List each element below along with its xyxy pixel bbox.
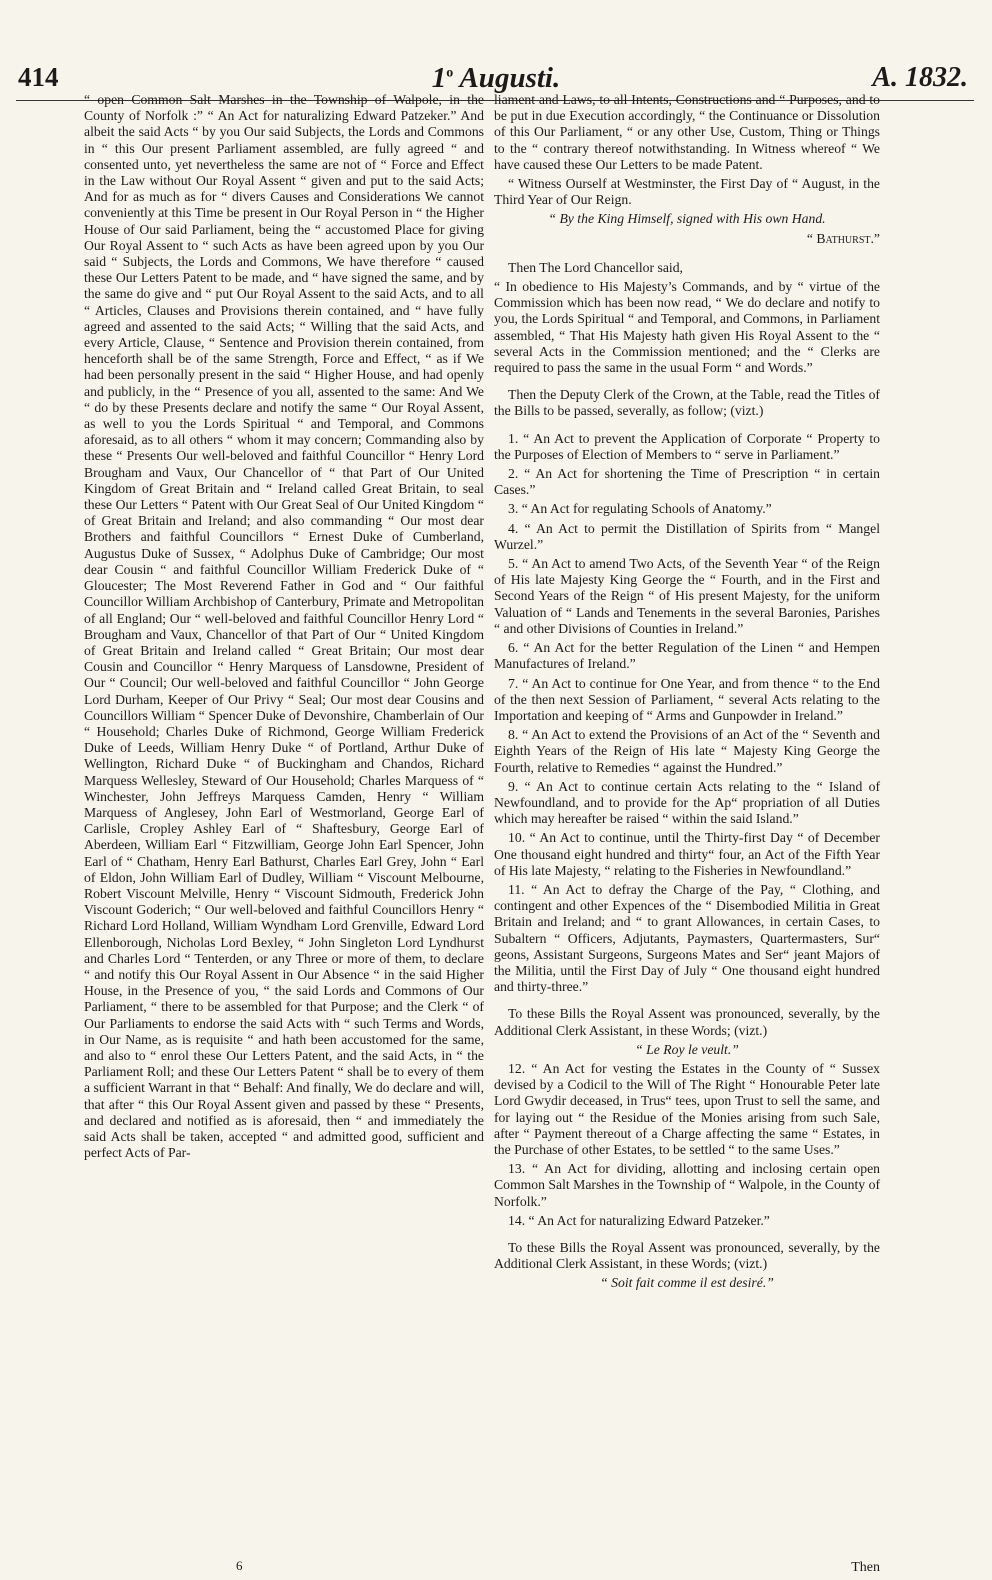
page-year: A. 1832. — [872, 62, 968, 93]
witness-clause: “ Witness Ourself at Westminster, the First Day of “ August, in the Third Year of Our Reign. — [494, 176, 880, 208]
page-date-heading — [0, 62, 992, 95]
bill-item: 7. “ An Act to continue for One Year, and from thence “ to the End of the then next Session of Parliament, “ several Acts relating to the Importation and keeping of “ Arms and Gunpowder in Ireland.” — [494, 675, 880, 723]
bill-item: 8. “ An Act to extend the Provisions of an Act of the “ Seventh and Eighth Years of the Reign of His late “ Majesty King George the Fourth, relative to Remedies “ against the Hundred.” — [494, 727, 880, 775]
date-number: 1 — [431, 62, 447, 94]
bill-item: 13. “ An Act for dividing, allotting and inclosing certain open Common Salt Marshes in the Township of “ Walpole, in the County of Norfolk.” — [494, 1161, 880, 1209]
chancellor-intro: Then The Lord Chancellor said, — [508, 259, 683, 275]
bill-item: 1. “ An Act to prevent the Application of Corporate “ Property to the Purposes of Election of Members to “ serve in Parliament.” — [494, 430, 880, 462]
signature-mark: 6 — [236, 1558, 243, 1573]
deputy-clerk-paragraph: Then the Deputy Clerk of the Crown, at the Table, read the Titles of the Bills to be passed, severally, as follow; (vizt.) — [494, 387, 880, 419]
bill-item: 14. “ An Act for naturalizing Edward Patzeker.” — [508, 1212, 770, 1228]
chancellor-speech: “ In obedience to His Majesty’s Commands, and by “ virtue of the Commission which has been now read, “ We do declare and notify to you, the Lords Spiritual “ and Temporal, and Commons, in Parliament assembled, “ That His Majesty hath given His Royal Assent to the “ several Acts in the Commission mentioned; and the “ Clerks are required to pass the same in the usual Form “ and Words.” — [494, 279, 880, 376]
bill-item: 9. “ An Act to continue certain Acts relating to the “ Island of Newfoundland, and to provide for the Ap“ propriation of all Duties which may hereafter be raised “ within the said Island.” — [494, 778, 880, 827]
signature-bathurst: “ Bathurst.” — [806, 230, 880, 246]
by-the-king-line: “ By the King Himself, signed with His own Hand. — [548, 211, 826, 227]
bill-item: 2. “ An Act for shortening the Time of Prescription “ in certain Cases.” — [494, 466, 880, 498]
bill-item: 5. “ An Act to amend Two Acts, of the Seventh Year “ of the Reign of His late Majesty King George the “ Fourth, and in the First and Second Years of the Reign “ of His present Majesty, for the uniform Valuation of “ Lands and Tenements in the several Baronies, Parishes “ and other Divisions of Counties in Ireland.” — [494, 556, 880, 636]
bill-item: 4. “ An Act to permit the Distillation of Spirits from “ Mangel Wurzel.” — [494, 520, 880, 552]
bills-list-second — [494, 1061, 880, 1229]
date-superscript: o — [446, 65, 454, 81]
letters-patent-continuation: liament and Laws, to all Intents, Constructions and “ Purposes, and to be put in due Execution accordingly, “ the Continuance or Dissolution of this Our Parliament, “ or any other Use, Custom, Thing or Things to the “ contrary thereof notwithstanding. In Witness whereof “ We have caused these Our Letters to be made Patent. — [494, 92, 880, 172]
bill-item: 6. “ An Act for the better Regulation of the Linen “ and Hempen Manufactures of Ireland.” — [494, 640, 880, 672]
date-word: Augusti. — [459, 62, 561, 94]
assent-formula: “ Le Roy le veult.” — [635, 1041, 739, 1057]
bill-item: 11. “ An Act to defray the Charge of the Pay, “ Clothing, and contingent and other Expences of the “ Disembodied Militia in Great Britain and Ireland; and “ to grant Allowances, in certain Cases, to Subaltern “ Officers, Adjutants, Paymasters, Quartermasters, Sur“ geons, Assistant Surgeons, Surgeons Mates and Ser“ jeant Majors of the Militia, until the First Day of July “ One thousand eight hundred and thirty-three.” — [494, 881, 880, 995]
page-number: 414 — [18, 62, 59, 92]
right-column — [494, 92, 880, 1295]
left-column — [84, 92, 484, 1164]
bill-item: 12. “ An Act for vesting the Estates in the County of “ Sussex devised by a Codicil to the Will of The Right “ Honourable Peter late Lord Gwydir deceased, in Trus“ tees, upon Trust to sell the same, and for laying out “ the Residue of the Monies arising from such Sale, after “ Payment thereout of a Charge affecting the same “ Estates, in the Purchase of other Estates, to be settled “ to the same Uses.” — [494, 1060, 880, 1157]
bill-item: 3. “ An Act for regulating Schools of Anatomy.” — [508, 501, 772, 517]
royal-assent-paragraph: To these Bills the Royal Assent was pronounced, severally, by the Additional Clerk Assistant, in these Words; (vizt.) — [494, 1006, 880, 1038]
assent-formula: “ Soit fait comme il est desiré.” — [600, 1275, 774, 1291]
bills-list-first — [494, 431, 880, 996]
catchword: Then — [851, 1560, 880, 1575]
bill-item: 10. “ An Act to continue, until the Thirty-first Day “ of December One thousand eight hundred and thirty“ four, an Act of the Fifth Year of His late Majesty, “ relating to the Fisheries in Newfoundland.” — [494, 830, 880, 878]
letters-patent-text: “ open Common Salt Marshes in the Township of Walpole, in the County of Norfolk :” “ An Act for naturalizing Edward Patzeker.” And albeit the said Acts “ by you Our said Subjects, the Lords and Commons in “ this Our present Parliament assembled, are fully agreed “ and consented unto, yet nevertheless the same are not of “ Force and Effect in the Law without Our Royal Assent “ given and put to the said Acts; And for as much as for “ divers Causes and Considerations We cannot conveniently at this Time be present in Our Royal Person in “ the Higher House of Our said Parliament, being the “ accustomed Place for giving Our Royal Assent to “ such Acts as have been agreed upon by you Our said “ Subjects, the Lords and Commons, We have therefore “ caused these Our Letters Patent to be made, and “ have signed the same, and by the same do give and “ put Our Royal Assent to the said Acts, and to all “ Articles, Clauses and Provisions therein contained, and “ have fully agreed and assented to the said Acts; “ Willing that the said Acts, and every Article, Clause, “ Sentence and Provision therein contained, from henceforth shall be of the same Strength, Force and Effect, “ as if We had been personally present in the said “ Higher House, and had openly and publicly, in the “ Presence of you all, assented to the same: And We “ do by these Presents declare and notify the same “ Our Royal Assent, as well to you the Lords Spiritual “ and Temporal, and Commons aforesaid, as to all others “ whom it may concern; Commanding also by these “ Presents Our well-beloved and faithful Councillor “ Henry Lord Brougham and Vaux, Our Chancellor of “ that Part of Our United Kingdom of Great Britain and “ Ireland called Great Britain, to seal these Our Letters “ Patent with Our Great Seal of Our United Kingdom “ of Great Britain and Ireland; and also commanding “ Our most dear Brothers and faithful Councillors “ Ernest Duke of Cumberland, Augustus Duke of Sussex, “ Adolphus Duke of Cambridge; Our most dear Cousin “ and faithful Councillor William Frederick Duke of “ Gloucester; The Most Reverend Father in God and “ Our faithful Councillor William Archbishop of Canterbury, Primate and Metropolitan of all England; Our “ well-beloved and faithful Councillor Henry Lord “ Brougham and Vaux, Chancellor of that Part of Our “ United Kingdom of Great Britain and Ireland called “ Great Britain; Our most dear Cousin and Councillor “ Henry Marquess of Lansdowne, President of Our “ Council; Our well-beloved and faithful Councillor “ John George Lord Durham, Keeper of Our Privy “ Seal; Our most dear Cousins and Councillors William “ Spencer Duke of Devonshire, Chamberlain of Our “ Household; Charles Duke of Richmond, George William Frederick Duke of Leeds, William Henry Duke “ of Portland, Arthur Duke of Wellington, Richard Duke “ of Buckingham and Chandos, Richard Marquess Wellesley, Steward of Our Household; Charles Marquess of “ Winchester, John Jeffreys Marquess Camden, Henry “ William Marquess of Anglesey, John Earl of Westmorland, George Earl of Carlisle, Cropley Ashley Earl of “ Shaftesbury, George Earl of Aberdeen, William Earl “ Fitzwilliam, George John Earl Spencer, John Earl of “ Chatham, Henry Earl Bathurst, Charles Earl Grey, John “ Earl of Eldon, John William Earl of Dudley, William “ Viscount Melbourne, Robert Viscount Melville, Henry “ Viscount Sidmouth, Frederick John Viscount Goderich; “ Our well-beloved and faithful Councillors Henry “ Richard Lord Holland, William Wyndham Lord Grenville, Edward Lord Ellenborough, Nicholas Lord Bexley, “ John Singleton Lord Lyndhurst and Charles Lord “ Tenterden, or any Three or more of them, to declare “ and notify this Our Royal Assent in Our Absence “ in the said Higher House, in the Presence of you, “ the said Lords and Commons of Our Parliament, “ there to be assembled for that Purpose; and the Clerk “ of Our Parliaments to endorse the said Acts with “ such Terms and Words, in Our Name, as is requisite “ and hath been accustomed for the same, and also to “ enrol these Our Letters Patent, and the said Acts, in “ the Parliament Roll; and these Our Letters Patent “ shall be to every of them a sufficient Warrant in that “ Behalf: And finally, We do declare and will, that after “ this Our Royal Assent given and passed by these “ Presents, and declared and notified as is aforesaid, then “ and immediately the said Acts shall be taken, accepted “ and admitted good, sufficient and perfect Acts of Par- — [84, 92, 484, 1161]
royal-assent-paragraph: To these Bills the Royal Assent was pronounced, severally, by the Additional Clerk Assistant, in these Words; (vizt.) — [494, 1240, 880, 1272]
